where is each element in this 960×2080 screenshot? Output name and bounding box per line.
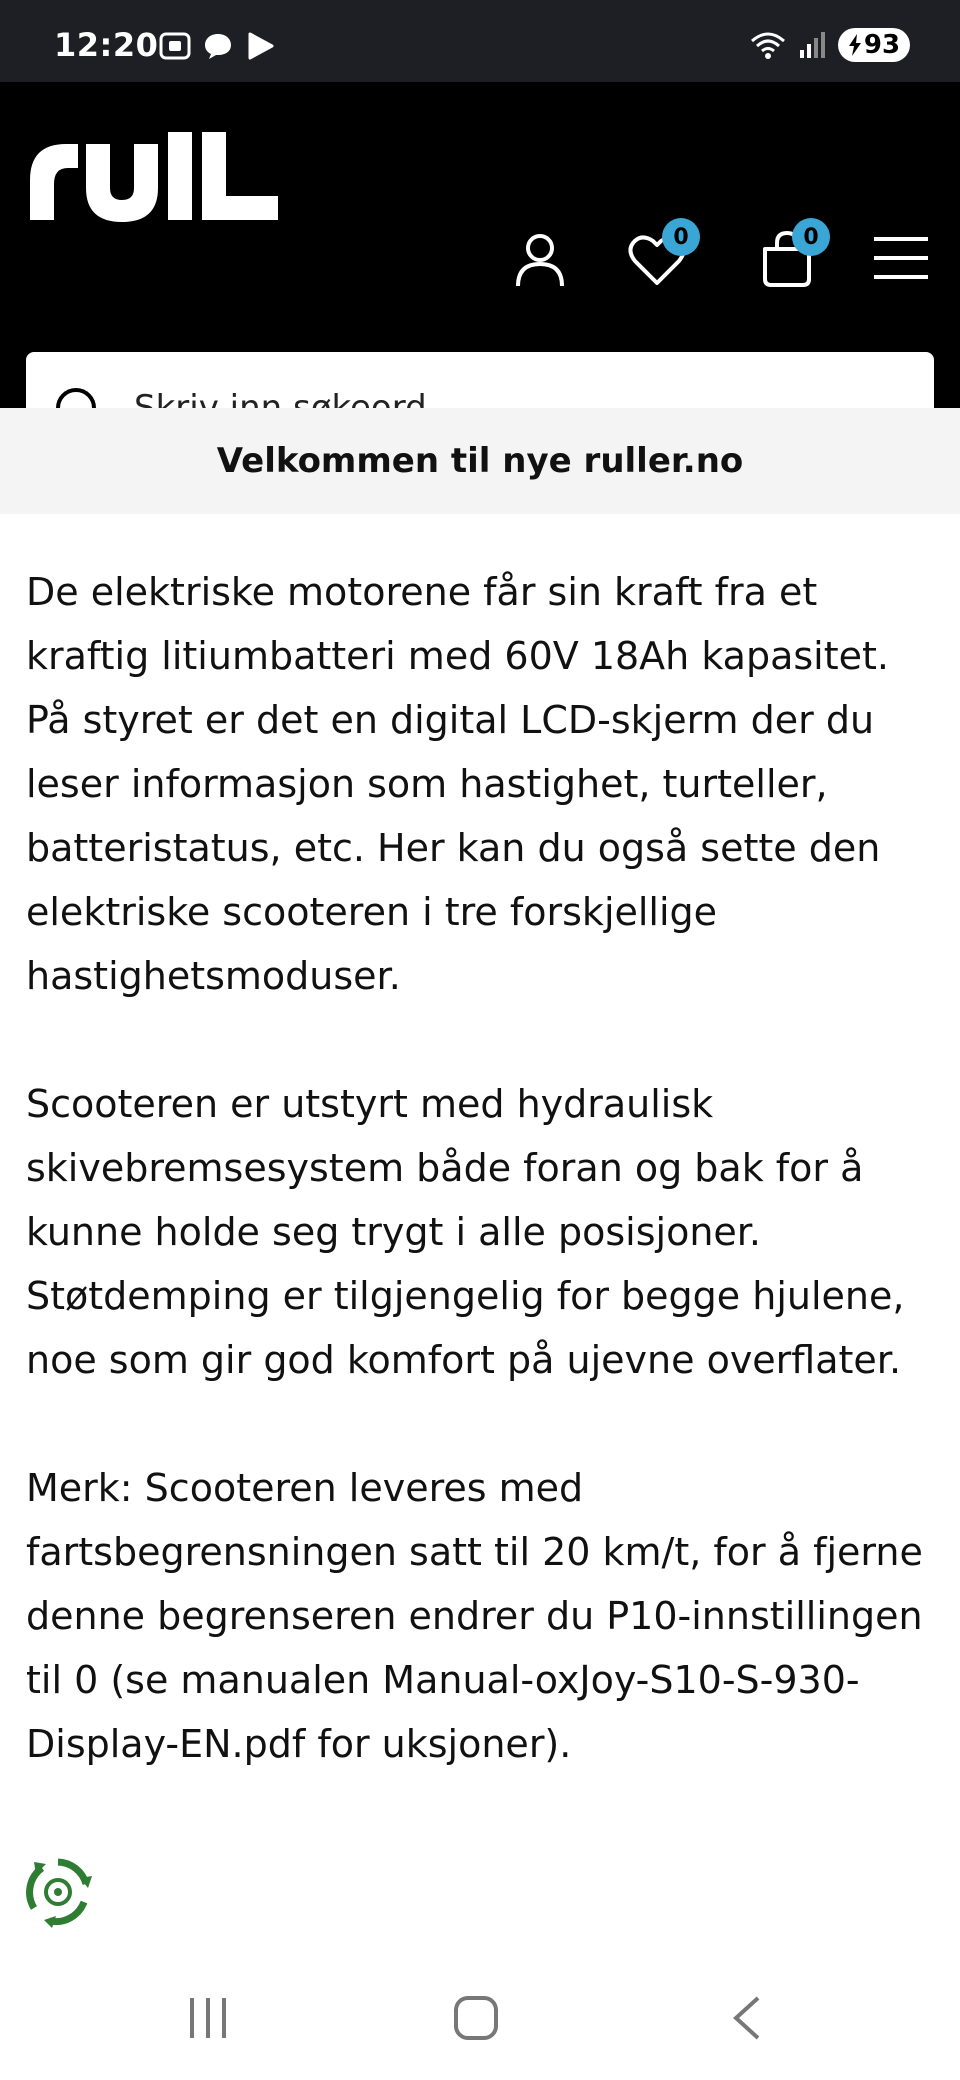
home-icon	[452, 1994, 500, 2042]
battery-level: 93	[863, 30, 901, 60]
status-bar	[0, 0, 960, 82]
notification-icons	[158, 30, 276, 62]
system-icons	[748, 28, 910, 62]
play-icon	[244, 30, 276, 62]
description-paragraph: De elektriske motorene får sin kraft fra et kraftig litiumbatteri med 60V 18Ah kapasitet. På styret er det en digital LCD-skjerm der du leser informasjon som hastighet, turteller, batteristatus, etc. Her kan du også sette den elektriske scooteren i tre forskjellige hastighetsmoduser.	[26, 570, 889, 998]
chat-bubble-icon	[202, 31, 234, 61]
hamburger-menu-icon	[872, 235, 930, 281]
recents-button[interactable]	[168, 1988, 248, 2048]
back-button[interactable]	[706, 1988, 786, 2048]
wifi-icon	[748, 29, 788, 61]
description-paragraph: Merk: Scooteren leveres med fartsbegrensningen satt til 20 km/t, for å fjerne denne begrenseren endrer du P10-innstillingen til 0 (se manualen Manual-oxJoy-S10-S-930-Display-EN.pdf for uksjoner).	[26, 1466, 923, 1766]
user-icon	[514, 232, 566, 288]
wishlist-count-badge: 0	[662, 218, 700, 256]
recents-icon	[186, 1996, 230, 2040]
welcome-banner: Velkommen til nye ruller.no	[0, 408, 960, 514]
signal-icon	[798, 30, 828, 60]
account-button[interactable]	[510, 230, 570, 290]
product-description	[26, 560, 942, 1840]
recycle-icon	[20, 1854, 96, 1930]
status-time: 12:20	[54, 26, 159, 64]
rull-logo[interactable]	[26, 132, 282, 228]
system-navigation-bar	[0, 1950, 960, 2080]
cart-count-badge: 0	[792, 218, 830, 256]
charging-bolt-icon	[848, 34, 862, 56]
home-button[interactable]	[436, 1988, 516, 2048]
screenshot-icon	[158, 31, 192, 61]
battery-indicator	[838, 28, 910, 62]
recycle-button[interactable]	[18, 1852, 98, 1932]
back-icon	[728, 1994, 764, 2042]
menu-button[interactable]	[870, 232, 932, 284]
site-header	[0, 82, 960, 408]
description-paragraph: Scooteren er utstyrt med hydraulisk skivebremsesystem både foran og bak for å kunne holde seg trygt i alle posisjoner. Støtdemping er tilgjengelig for begge hjulene, noe som gir god komfort på ujevne overflater.	[26, 1082, 905, 1382]
